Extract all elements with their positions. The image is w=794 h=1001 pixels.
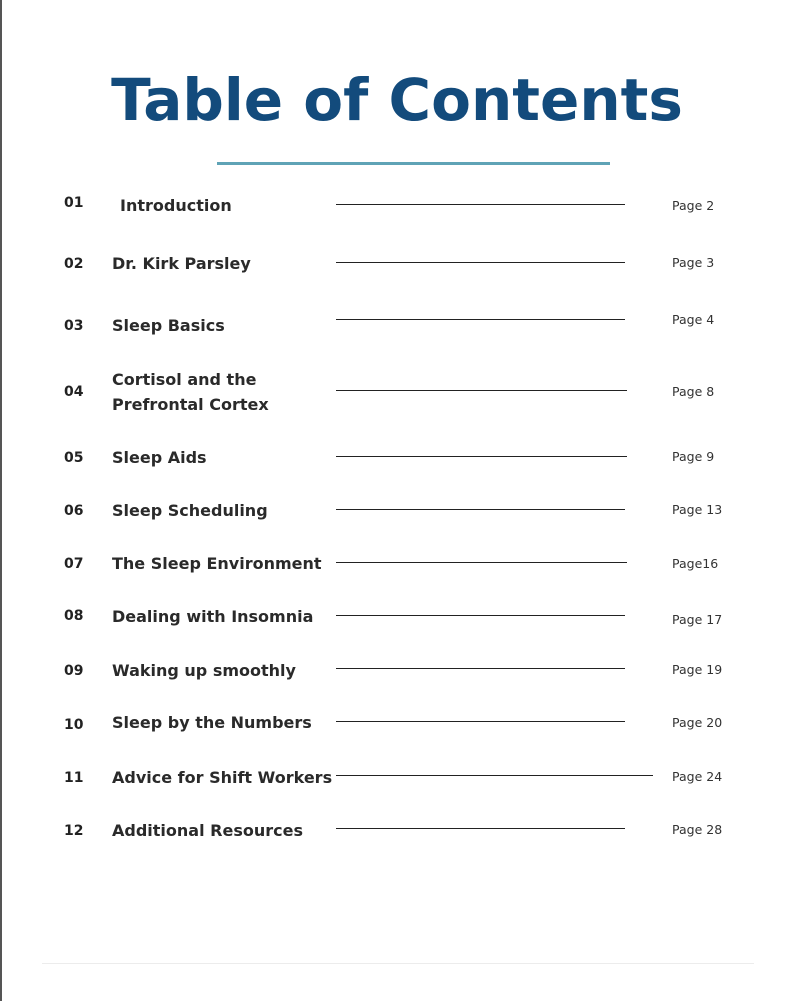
leader-line xyxy=(336,509,625,510)
toc-title[interactable]: Sleep by the Numbers xyxy=(112,713,312,732)
toc-title[interactable]: Dealing with Insomnia xyxy=(112,607,314,626)
toc-number: 02 xyxy=(64,256,84,272)
toc-title[interactable]: Sleep Basics xyxy=(112,316,225,335)
page-edge xyxy=(0,0,2,1001)
toc-title[interactable]: Advice for Shift Workers xyxy=(112,768,333,787)
toc-title[interactable]: Dr. Kirk Parsley xyxy=(112,254,251,273)
toc-page: Page 17 xyxy=(672,612,723,627)
toc-number: 05 xyxy=(64,450,84,466)
toc-page: Page 9 xyxy=(672,449,715,464)
toc-number: 01 xyxy=(64,195,84,211)
toc-page: Page 2 xyxy=(672,198,715,213)
toc-number: 09 xyxy=(64,663,84,679)
toc-page: Page 19 xyxy=(672,662,723,677)
leader-line xyxy=(336,828,625,829)
leader-line xyxy=(336,319,625,320)
toc-page: Page16 xyxy=(672,556,719,571)
toc-page: Page 4 xyxy=(672,312,715,327)
toc-title[interactable]: Introduction xyxy=(120,196,232,215)
leader-line xyxy=(336,390,627,391)
leader-line xyxy=(336,668,625,669)
leader-line xyxy=(336,456,627,457)
title-divider xyxy=(217,162,610,165)
toc-page: Page 13 xyxy=(672,502,723,517)
toc-title[interactable]: Sleep Scheduling xyxy=(112,501,268,520)
toc-page: Page 8 xyxy=(672,384,715,399)
toc-page: Page 3 xyxy=(672,255,715,270)
toc-title[interactable]: Additional Resources xyxy=(112,821,303,840)
footer-divider xyxy=(42,963,754,964)
toc-page: Page 20 xyxy=(672,715,723,730)
toc-title[interactable]: Cortisol and the Prefrontal Cortex xyxy=(112,370,269,414)
toc-number: 11 xyxy=(64,770,84,786)
toc-number: 04 xyxy=(64,384,84,400)
leader-line xyxy=(336,262,625,263)
toc-number: 03 xyxy=(64,318,84,334)
toc-number: 10 xyxy=(64,717,84,733)
page-title: Table of Contents xyxy=(111,66,683,134)
toc-number: 08 xyxy=(64,608,84,624)
toc-title[interactable]: Sleep Aids xyxy=(112,448,207,467)
toc-page: Page 24 xyxy=(672,769,723,784)
leader-line xyxy=(336,775,653,776)
toc-number: 12 xyxy=(64,823,84,839)
leader-line xyxy=(336,204,625,205)
leader-line xyxy=(336,562,627,563)
leader-line xyxy=(336,721,625,722)
leader-line xyxy=(336,615,625,616)
toc-title[interactable]: The Sleep Environment xyxy=(112,554,322,573)
toc-title[interactable]: Waking up smoothly xyxy=(112,661,296,680)
toc-number: 07 xyxy=(64,556,84,572)
toc-page: Page 28 xyxy=(672,822,723,837)
toc-number: 06 xyxy=(64,503,84,519)
